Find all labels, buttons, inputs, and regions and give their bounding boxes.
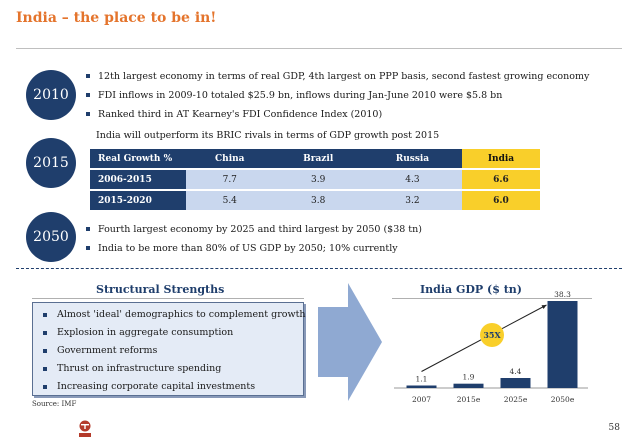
cell-brazil: 3.8 xyxy=(274,191,363,210)
header-china: China xyxy=(186,149,274,168)
table-row xyxy=(90,170,540,189)
bar-2050e xyxy=(548,301,578,388)
right-arrow-icon xyxy=(318,283,382,401)
title-divider xyxy=(16,48,622,49)
structural-divider xyxy=(32,298,304,299)
page-title: India – the place to be in! xyxy=(16,10,217,26)
chart-title: India GDP ($ tn) xyxy=(420,283,522,296)
tick-label: 2007 xyxy=(411,395,432,404)
data-label: 4.4 xyxy=(509,367,522,377)
bar-2025e xyxy=(501,378,531,388)
bar-2007 xyxy=(407,386,437,388)
bullets-2010 xyxy=(86,67,589,124)
gdp-bar-chart xyxy=(392,288,592,414)
list-item: Thrust on infrastructure spending xyxy=(43,360,303,378)
growth-table xyxy=(90,147,540,212)
list-item: Explosion in aggregate consumption xyxy=(43,324,303,342)
cell-china: 5.4 xyxy=(186,191,274,210)
year-badge-2050: 2050 xyxy=(26,212,76,262)
row-label: 2015-2020 xyxy=(90,191,186,210)
growth-table-header xyxy=(90,149,540,168)
cell-india: 6.0 xyxy=(462,191,540,210)
data-label: 1.9 xyxy=(462,372,475,382)
header-russia: Russia xyxy=(363,149,462,168)
header-brazil: Brazil xyxy=(274,149,363,168)
data-label: 38.3 xyxy=(554,290,571,299)
year-badge-2015: 2015 xyxy=(26,138,76,188)
tick-label: 2050e xyxy=(550,395,575,404)
cell-india: 6.6 xyxy=(462,170,540,189)
company-logo-icon xyxy=(78,420,92,438)
row-label: 2006-2015 xyxy=(90,170,186,189)
bar-2015e xyxy=(454,384,484,388)
year-badge-2010: 2010 xyxy=(26,70,76,120)
bullet-2010-2: FDI inflows in 2009-10 totaled $25.9 bn, inflows during Jan-June 2010 were $5.8 bn xyxy=(86,86,589,105)
page-number: 58 xyxy=(608,423,620,433)
table-row xyxy=(90,191,540,210)
bullets-2050 xyxy=(86,220,422,258)
bullet-2050-2: India to be more than 80% of US GDP by 2050; 10% currently xyxy=(86,239,422,258)
multiplier-label: 35X xyxy=(483,330,501,340)
source-note: Source: IMF xyxy=(32,400,77,408)
section-divider xyxy=(16,268,622,269)
cell-brazil: 3.9 xyxy=(274,170,363,189)
structural-title: Structural Strengths xyxy=(96,283,225,296)
header-india: India xyxy=(462,149,540,168)
header-real-growth: Real Growth % xyxy=(90,149,186,168)
list-item: Almost 'ideal' demographics to complement growth xyxy=(43,306,303,324)
structural-list xyxy=(33,303,306,396)
tick-label: 2015e xyxy=(456,395,481,404)
bullet-2010-1: 12th largest economy in terms of real GDP, 4th largest on PPP basis, second fastest growing economy xyxy=(86,67,589,86)
list-item: Government reforms xyxy=(43,342,303,360)
cell-china: 7.7 xyxy=(186,170,274,189)
growth-intro: India will outperform its BRIC rivals in terms of GDP growth post 2015 xyxy=(96,130,440,141)
structural-box xyxy=(32,302,304,396)
cell-russia: 3.2 xyxy=(363,191,462,210)
data-label: 1.1 xyxy=(415,374,428,384)
cell-russia: 4.3 xyxy=(363,170,462,189)
bullet-2050-1: Fourth largest economy by 2025 and third largest by 2050 ($38 tn) xyxy=(86,220,422,239)
bullet-2010-3: Ranked third in AT Kearney's FDI Confidence Index (2010) xyxy=(86,105,589,124)
list-item: Increasing corporate capital investments xyxy=(43,378,303,396)
tick-label: 2025e xyxy=(503,395,528,404)
